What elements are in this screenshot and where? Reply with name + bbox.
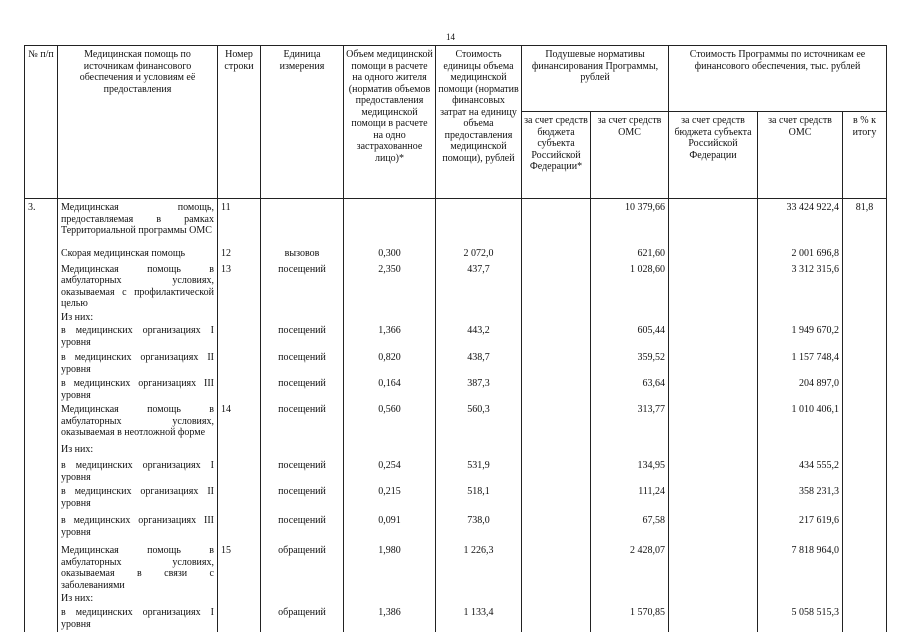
- header-prog-oms: за счет средств ОМС: [758, 112, 843, 199]
- header-per-capita: Подушевые нормативы финансирования Программы, рублей: [522, 46, 669, 112]
- cell-unit: [261, 199, 344, 247]
- cell-name: в медицинских организациях III уровня: [58, 377, 218, 403]
- cell-unit: посещений: [261, 514, 344, 544]
- cell-line: [218, 592, 261, 606]
- cell-volume: 2,350: [344, 263, 436, 311]
- cell-prog-oms: 1 157 748,4: [758, 351, 843, 377]
- cell-pc-budget: [522, 606, 591, 632]
- cell-prog-oms: 2 001 696,8: [758, 247, 843, 263]
- cell-pct: [843, 592, 887, 606]
- table-row: [25, 199, 887, 247]
- table-row: [25, 514, 887, 544]
- cell-volume: 1,366: [344, 324, 436, 351]
- table-row: [25, 247, 887, 263]
- cell-num: [25, 403, 58, 443]
- cell-prog-budget: [669, 606, 758, 632]
- cell-volume: 0,164: [344, 377, 436, 403]
- cell-volume: [344, 443, 436, 459]
- cell-name: в медицинских организациях II уровня: [58, 351, 218, 377]
- cell-cost: [436, 443, 522, 459]
- program-cost-table: [24, 45, 887, 632]
- cell-cost: 438,7: [436, 351, 522, 377]
- cell-volume: [344, 199, 436, 247]
- cell-volume: 0,820: [344, 351, 436, 377]
- cell-cost: [436, 592, 522, 606]
- cell-name: Из них:: [58, 311, 218, 325]
- cell-cost: 738,0: [436, 514, 522, 544]
- cell-unit: посещений: [261, 324, 344, 351]
- cell-volume: 0,300: [344, 247, 436, 263]
- cell-prog-oms: [758, 592, 843, 606]
- cell-line: 13: [218, 263, 261, 311]
- cell-pc-budget: [522, 592, 591, 606]
- cell-prog-oms: 204 897,0: [758, 377, 843, 403]
- cell-pc-oms: 67,58: [591, 514, 669, 544]
- cell-name: в медицинских организациях I уровня: [58, 459, 218, 485]
- cell-num: [25, 247, 58, 263]
- cell-unit: обращений: [261, 544, 344, 592]
- table-row: [25, 351, 887, 377]
- cell-pc-budget: [522, 514, 591, 544]
- cell-pc-oms: 1 570,85: [591, 606, 669, 632]
- cell-pc-oms: 313,77: [591, 403, 669, 443]
- table-row: [25, 459, 887, 485]
- cell-line: [218, 324, 261, 351]
- cell-volume: 1,386: [344, 606, 436, 632]
- cell-line: 12: [218, 247, 261, 263]
- cell-unit: посещений: [261, 459, 344, 485]
- cell-num: [25, 443, 58, 459]
- cell-prog-oms: 434 555,2: [758, 459, 843, 485]
- cell-pct: 81,8: [843, 199, 887, 247]
- cell-pc-oms: [591, 311, 669, 325]
- cell-prog-oms: [758, 311, 843, 325]
- table-row: [25, 324, 887, 351]
- cell-name: Скорая медицинская помощь: [58, 247, 218, 263]
- cell-num: [25, 544, 58, 592]
- cell-pc-oms: 134,95: [591, 459, 669, 485]
- table-row: [25, 263, 887, 311]
- cell-pc-budget: [522, 263, 591, 311]
- cell-pct: [843, 247, 887, 263]
- cell-pc-budget: [522, 459, 591, 485]
- cell-prog-budget: [669, 324, 758, 351]
- header-pc-budget: за счет средств бюджета субъекта Российской Федерации*: [522, 112, 591, 199]
- cell-pc-budget: [522, 544, 591, 592]
- cell-pc-budget: [522, 443, 591, 459]
- cell-prog-budget: [669, 247, 758, 263]
- cell-line: [218, 311, 261, 325]
- cell-num: [25, 592, 58, 606]
- cell-unit: [261, 443, 344, 459]
- cell-volume: [344, 311, 436, 325]
- cell-pc-oms: [591, 443, 669, 459]
- cell-num: [25, 459, 58, 485]
- cell-line: [218, 459, 261, 485]
- table-row: [25, 311, 887, 325]
- cell-prog-oms: 7 818 964,0: [758, 544, 843, 592]
- cell-pct: [843, 606, 887, 632]
- table-row: [25, 443, 887, 459]
- cell-pct: [843, 403, 887, 443]
- cell-unit: обращений: [261, 606, 344, 632]
- cell-prog-oms: 5 058 515,3: [758, 606, 843, 632]
- cell-name: Из них:: [58, 443, 218, 459]
- cell-pc-budget: [522, 247, 591, 263]
- table-row: [25, 606, 887, 632]
- cell-pc-oms: 63,64: [591, 377, 669, 403]
- cell-num: [25, 377, 58, 403]
- header-pc-oms: за счет средств ОМС: [591, 112, 669, 199]
- cell-volume: 0,215: [344, 485, 436, 514]
- cell-prog-budget: [669, 403, 758, 443]
- cell-prog-oms: [758, 443, 843, 459]
- cell-cost: 387,3: [436, 377, 522, 403]
- cell-line: 11: [218, 199, 261, 247]
- cell-volume: 0,254: [344, 459, 436, 485]
- cell-name: Медицинская помощь в амбулаторных условиях, оказываемая в неотложной форме: [58, 403, 218, 443]
- cell-prog-budget: [669, 443, 758, 459]
- cell-volume: 0,091: [344, 514, 436, 544]
- cell-name: Медицинская помощь в амбулаторных условиях, оказываемая с профилактической целью: [58, 263, 218, 311]
- cell-name: в медицинских организациях I уровня: [58, 606, 218, 632]
- cell-line: [218, 377, 261, 403]
- cell-num: [25, 514, 58, 544]
- cell-pct: [843, 311, 887, 325]
- cell-line: 15: [218, 544, 261, 592]
- cell-pc-budget: [522, 485, 591, 514]
- table-row: [25, 592, 887, 606]
- cell-prog-oms: 1 010 406,1: [758, 403, 843, 443]
- cell-name: в медицинских организациях II уровня: [58, 485, 218, 514]
- cell-name: Медицинская помощь, предоставляемая в рамках Территориальной программы ОМС: [58, 199, 218, 247]
- header-prog-budget: за счет средств бюджета субъекта Российской Федерации: [669, 112, 758, 199]
- cell-prog-budget: [669, 311, 758, 325]
- header-num: № п/п: [25, 46, 58, 199]
- cell-unit: [261, 311, 344, 325]
- cell-pct: [843, 443, 887, 459]
- cell-pc-budget: [522, 377, 591, 403]
- header-name: Медицинская помощь по источникам финансового обеспечения и условиям её предоставления: [58, 46, 218, 199]
- cell-cost: [436, 199, 522, 247]
- cell-prog-budget: [669, 263, 758, 311]
- cell-pc-oms: 605,44: [591, 324, 669, 351]
- header-prog-pct: в % к итогу: [843, 112, 887, 199]
- header-cost: Стоимость единицы объема медицинской помощи (норматив финансовых затрат на единицу объема предоставления медицинской помощи), рублей: [436, 46, 522, 199]
- table-row: [25, 403, 887, 443]
- cell-pct: [843, 544, 887, 592]
- cell-pc-oms: 359,52: [591, 351, 669, 377]
- cell-prog-oms: 3 312 315,6: [758, 263, 843, 311]
- cell-unit: посещений: [261, 403, 344, 443]
- cell-cost: 1 226,3: [436, 544, 522, 592]
- cell-pct: [843, 514, 887, 544]
- header-line: Номер строки: [218, 46, 261, 199]
- cell-pc-oms: [591, 592, 669, 606]
- cell-unit: посещений: [261, 485, 344, 514]
- cell-pc-oms: 2 428,07: [591, 544, 669, 592]
- cell-cost: 2 072,0: [436, 247, 522, 263]
- cell-line: [218, 514, 261, 544]
- cell-cost: [436, 311, 522, 325]
- cell-pct: [843, 324, 887, 351]
- cell-prog-budget: [669, 351, 758, 377]
- cell-prog-oms: 217 619,6: [758, 514, 843, 544]
- cell-prog-budget: [669, 377, 758, 403]
- cell-line: [218, 606, 261, 632]
- cell-pct: [843, 351, 887, 377]
- cell-pc-oms: 1 028,60: [591, 263, 669, 311]
- cell-volume: [344, 592, 436, 606]
- cell-prog-budget: [669, 514, 758, 544]
- cell-cost: 560,3: [436, 403, 522, 443]
- header-volume: Объем медицинской помощи в расчете на одного жителя (норматив объемов предоставления медицинской помощи в расчете на одно застрахованное лицо)*: [344, 46, 436, 199]
- cell-pc-budget: [522, 311, 591, 325]
- cell-line: [218, 351, 261, 377]
- cell-cost: 1 133,4: [436, 606, 522, 632]
- cell-prog-oms: 33 424 922,4: [758, 199, 843, 247]
- cell-cost: 518,1: [436, 485, 522, 514]
- cell-prog-budget: [669, 485, 758, 514]
- cell-name: Из них:: [58, 592, 218, 606]
- cell-unit: посещений: [261, 351, 344, 377]
- cell-pc-budget: [522, 351, 591, 377]
- cell-unit: посещений: [261, 377, 344, 403]
- cell-volume: 0,560: [344, 403, 436, 443]
- cell-prog-oms: 1 949 670,2: [758, 324, 843, 351]
- cell-prog-budget: [669, 199, 758, 247]
- cell-unit: [261, 592, 344, 606]
- cell-num: [25, 351, 58, 377]
- cell-line: [218, 443, 261, 459]
- cell-pc-budget: [522, 403, 591, 443]
- cell-name: в медицинских организациях I уровня: [58, 324, 218, 351]
- cell-pc-budget: [522, 324, 591, 351]
- page-number: 14: [446, 32, 455, 42]
- cell-pct: [843, 459, 887, 485]
- table-row: [25, 544, 887, 592]
- table-row: [25, 377, 887, 403]
- cell-prog-budget: [669, 592, 758, 606]
- cell-pct: [843, 485, 887, 514]
- cell-num: [25, 485, 58, 514]
- cell-num: [25, 311, 58, 325]
- header-program-cost: Стоимость Программы по источникам ее финансового обеспечения, тыс. рублей: [669, 46, 887, 112]
- cell-pc-oms: 621,60: [591, 247, 669, 263]
- cell-cost: 437,7: [436, 263, 522, 311]
- cell-prog-budget: [669, 459, 758, 485]
- table-row: [25, 485, 887, 514]
- cell-pct: [843, 377, 887, 403]
- cell-name: Медицинская помощь в амбулаторных условиях, оказываемая в связи с заболеваниями: [58, 544, 218, 592]
- cell-pc-budget: [522, 199, 591, 247]
- cell-num: 3.: [25, 199, 58, 247]
- cell-pct: [843, 263, 887, 311]
- cell-pc-oms: 111,24: [591, 485, 669, 514]
- cell-num: [25, 324, 58, 351]
- cell-unit: посещений: [261, 263, 344, 311]
- cell-cost: 443,2: [436, 324, 522, 351]
- cell-name: в медицинских организациях III уровня: [58, 514, 218, 544]
- cell-prog-budget: [669, 544, 758, 592]
- cell-num: [25, 606, 58, 632]
- cell-num: [25, 263, 58, 311]
- cell-cost: 531,9: [436, 459, 522, 485]
- cell-prog-oms: 358 231,3: [758, 485, 843, 514]
- header-unit: Единица измерения: [261, 46, 344, 199]
- cell-volume: 1,980: [344, 544, 436, 592]
- cell-pc-oms: 10 379,66: [591, 199, 669, 247]
- cell-line: 14: [218, 403, 261, 443]
- cell-unit: вызовов: [261, 247, 344, 263]
- cell-line: [218, 485, 261, 514]
